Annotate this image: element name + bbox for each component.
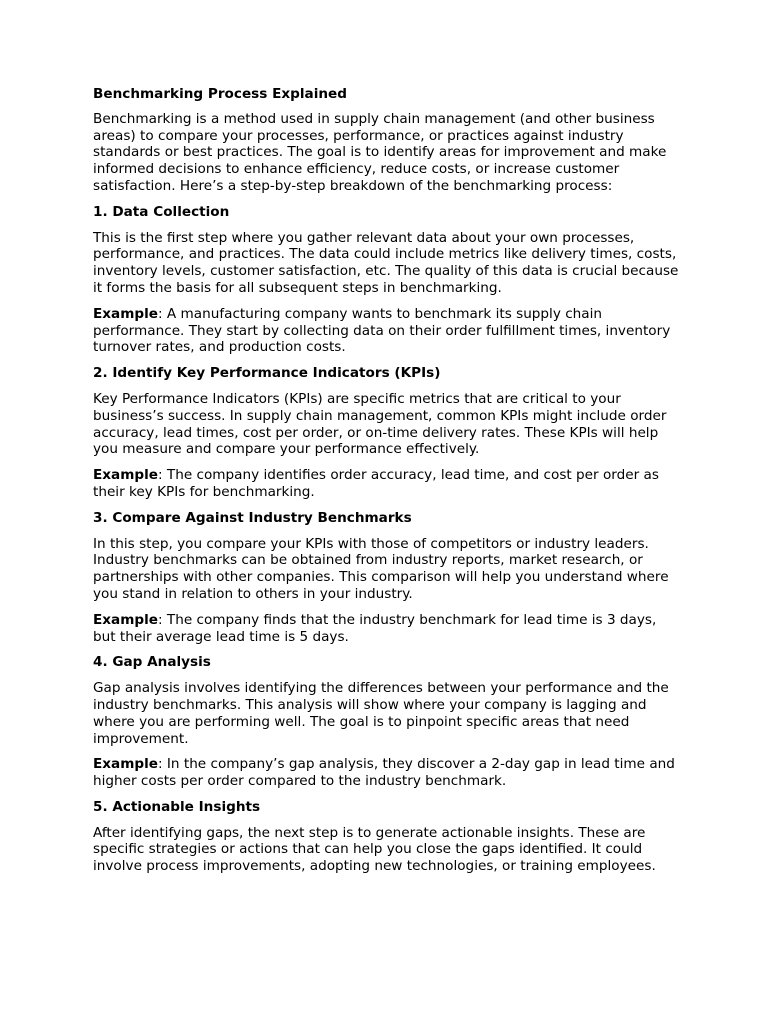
section-heading: 5. Actionable Insights [93,798,261,815]
example-label: Example [93,756,159,773]
example-text: : The company finds that the industry benchmark for lead time is 3 days, but their average lead time is 5 days. [93,611,657,645]
section-heading: 4. Gap Analysis [93,654,211,671]
section-heading: 3. Compare Against Industry Benchmarks [93,509,412,526]
example-text: : A manufacturing company wants to benchmark its supply chain performance. They start by collecting data on their order fulfillment times, inventory turnover rates, and production costs. [93,305,671,356]
example-paragraph [93,612,683,646]
section-identify-kpis [93,365,683,501]
example-text: : The company identifies order accuracy, lead time, and cost per order as their key KPIs for benchmarking. [93,467,659,500]
section-body: Key Performance Indicators (KPIs) are specific metrics that are critical to your business’s success. In supply chain management, common KPIs might include order accuracy, lead times, cost per order, or on-time delivery rates. These KPIs will help you measure and compare your performance effectively. [93,390,667,458]
section-gap-analysis [93,654,683,790]
intro-paragraph: Benchmarking is a method used in supply chain management (and other business areas) to compare your processes, performance, or practices against industry standards or best practices. The goal is to identify areas for improvement and make informed decisions to enhance efficiency, reduce costs, or increase customer satisfaction. Here’s a step-by-step breakdown of the benchmarking process: [93,110,667,194]
example-label: Example [93,467,159,484]
section-body: After identifying gaps, the next step is to generate actionable insights. These are specific strategies or actions that can help you close the gaps identified. It could involve process improvements, adopting new technologies, or training employees. [93,824,656,875]
example-paragraph [93,756,683,790]
section-body: This is the first step where you gather relevant data about your own processes, performance, and practices. The data could include metrics like delivery times, costs, inventory levels, customer satisfaction, etc. The quality of this data is crucial because it forms the basis for all subsequent steps in benchmarking. [93,229,679,296]
document-title: Benchmarking Process Explained [93,86,347,102]
example-label: Example [93,611,159,628]
section-heading: 2. Identify Key Performance Indicators (KPIs) [93,365,441,382]
section-body: In this step, you compare your KPIs with those of competitors or industry leaders. Industry benchmarks can be obtained from industry reports, market research, or partnerships with other companies. This comparison will help you understand where you stand in relation to others in your industry. [93,535,669,602]
example-label: Example [93,305,159,322]
document-page [93,86,683,884]
section-compare-benchmarks [93,510,683,646]
example-paragraph [93,467,683,501]
example-text: : In the company’s gap analysis, they discover a 2-day gap in lead time and higher costs per order compared to the industry benchmark. [93,756,675,790]
section-body: Gap analysis involves identifying the differences between your performance and the industry benchmarks. This analysis will show where your company is lagging and where you are performing well. The goal is to pinpoint specific areas that need improvement. [93,680,669,747]
section-heading: 1. Data Collection [93,203,230,220]
section-data-collection [93,204,683,356]
example-paragraph [93,306,683,356]
section-actionable-insights [93,799,683,875]
